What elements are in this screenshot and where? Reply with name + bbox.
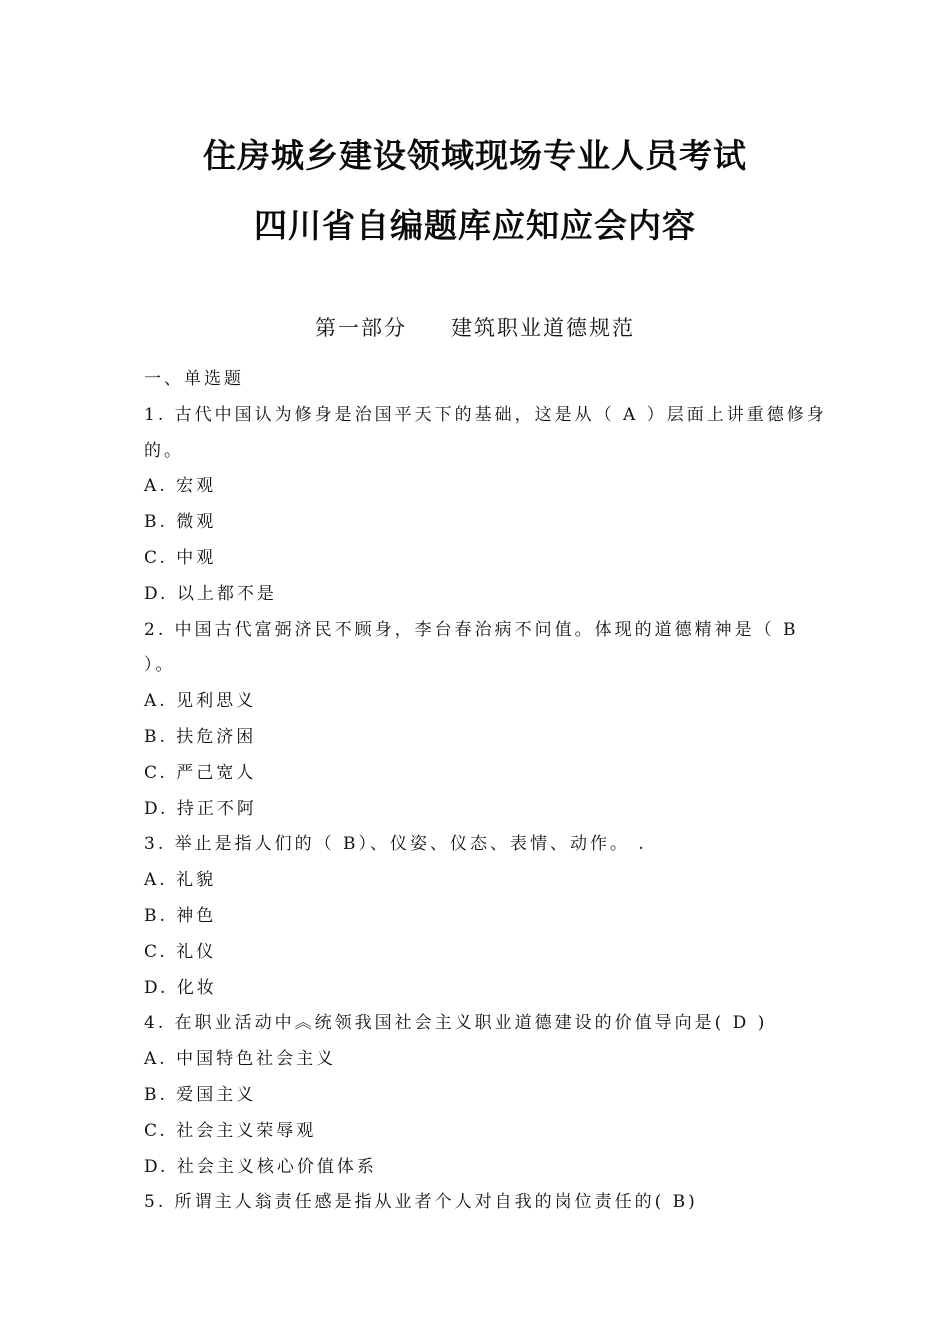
- question-stem: 5. 所谓主人翁责任感是指从业者个人对自我的岗位责任的( B): [144, 1192, 698, 1213]
- answer-option: C. 中观: [144, 547, 217, 568]
- answer-option: C. 社会主义荣辱观: [144, 1120, 317, 1141]
- section-part: 第一部分: [315, 316, 407, 340]
- question-stem: 4. 在职业活动中︽统领我国社会主义职业道德建设的价值导向是( D ): [144, 1013, 768, 1034]
- answer-option: C. 严己宽人: [144, 762, 257, 783]
- answer-option: C. 礼仪: [144, 941, 217, 962]
- answer-option: B. 爱国主义: [144, 1084, 257, 1105]
- answer-option: D. 社会主义核心价值体系: [144, 1156, 377, 1177]
- answer-option: B. 微观: [144, 512, 217, 533]
- answer-option: D. 持正不阿: [144, 798, 257, 819]
- document-title-line2: 四川省自编题库应知应会内容: [254, 206, 696, 245]
- question-stem: 2. 中国古代富弼济民不顾身，李台春治病不问值。体现的道德精神是（ B: [144, 619, 799, 640]
- subsection-heading: 一、单选题: [144, 369, 244, 389]
- answer-option: B. 神色: [144, 905, 217, 926]
- section-heading: [0, 312, 950, 342]
- answer-option: A. 宏观: [144, 476, 217, 497]
- question-list: [144, 365, 827, 1224]
- question-stem-continued: ）。: [144, 655, 176, 676]
- answer-option: A. 中国特色社会主义: [144, 1049, 337, 1070]
- answer-option: D. 化妆: [144, 977, 217, 998]
- section-name: 建筑职业道德规范: [451, 316, 635, 340]
- question-stem: 1. 古代中国认为修身是治国平天下的基础，这是从（ A ）层面上讲重德修身: [144, 404, 827, 425]
- answer-option: A. 见利思义: [144, 691, 257, 712]
- answer-option: D. 以上都不是: [144, 583, 277, 604]
- document-title-line1: 住房城乡建设领域现场专业人员考试: [203, 136, 747, 175]
- answer-option: A. 礼貌: [144, 870, 217, 891]
- answer-option: B. 扶危济困: [144, 726, 257, 747]
- question-stem-continued: 的。: [144, 440, 184, 461]
- question-stem: 3. 举止是指人们的（ B）、仪姿、仪态、表情、动作。 .: [144, 834, 647, 855]
